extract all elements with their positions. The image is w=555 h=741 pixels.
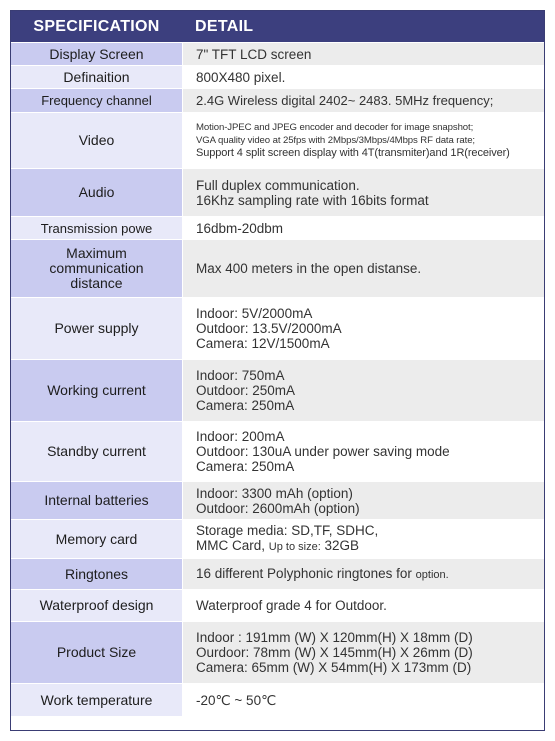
table-row-product-size — [11, 621, 544, 683]
table-row-audio — [11, 168, 544, 216]
detail-cell: Motion-JPEC and JPEG encoder and decoder for image snapshot; VGA quality video at 25fps with 2Mbps/3Mbps/4Mbps RF data rate; Support 4 split screen display with 4T(transmiter)and 1R(receiver) — [182, 113, 544, 168]
detail-cell: Full duplex communication. 16Khz sampling rate with 16bits format — [182, 169, 544, 216]
detail-cell: Indoor: 3300 mAh (option) Outdoor: 2600mAh (option) — [182, 482, 544, 519]
detail-cell: 2.4G Wireless digital 2402~ 2483. 5MHz frequency; — [182, 89, 544, 112]
table-row-work-temperature — [11, 683, 544, 716]
detail-cell: -20℃ ~ 50℃ — [182, 684, 544, 716]
table-row-power-supply — [11, 297, 544, 359]
table-row-definition — [11, 65, 544, 88]
spec-cell: Transmission powe — [11, 217, 182, 239]
table-row-transmission-power — [11, 216, 544, 239]
table-row-waterproof-design — [11, 589, 544, 621]
table-row-video — [11, 112, 544, 168]
detail-cell: 7" TFT LCD screen — [182, 43, 544, 65]
spec-cell: Definaition — [11, 66, 182, 88]
detail-cell: Indoor : 191mm (W) X 120mm(H) X 18mm (D) Ourdoor: 78mm (W) X 145mm(H) X 26mm (D) Camera: 65mm (W) X 54mm(H) X 173mm (D) — [182, 622, 544, 683]
spec-cell: Maximum communication distance — [11, 240, 182, 297]
spec-cell: Working current — [11, 360, 182, 421]
spec-cell: Standby current — [11, 422, 182, 481]
detail-cell: 16dbm-20dbm — [182, 217, 544, 239]
table-row-ringtones — [11, 558, 544, 589]
spec-cell: Video — [11, 113, 182, 168]
spec-cell: Internal batteries — [11, 482, 182, 519]
spec-cell: Power supply — [11, 298, 182, 359]
table-row-standby-current — [11, 421, 544, 481]
spec-cell: Memory card — [11, 520, 182, 558]
detail-cell: Indoor: 200mA Outdoor: 130uA under power saving mode Camera: 250mA — [182, 422, 544, 481]
table-row-frequency-channel — [11, 88, 544, 112]
spec-cell: Frequency channel — [11, 89, 182, 112]
table-header — [11, 11, 544, 42]
detail-cell: Max 400 meters in the open distanse. — [182, 240, 544, 297]
table-row-memory-card — [11, 519, 544, 558]
detail-cell: 800X480 pixel. — [182, 66, 544, 88]
table-row-internal-batteries — [11, 481, 544, 519]
header-detail: DETAIL — [195, 17, 254, 35]
detail-cell: Storage media: SD,TF, SDHC, MMC Card, Up to size: 32GB — [182, 520, 544, 558]
detail-cell: Indoor: 750mA Outdoor: 250mA Camera: 250mA — [182, 360, 544, 421]
header-specification: SPECIFICATION — [33, 17, 160, 35]
detail-cell: 16 different Polyphonic ringtones for option. — [182, 559, 544, 589]
table-row-display-screen — [11, 42, 544, 65]
detail-cell: Indoor: 5V/2000mA Outdoor: 13.5V/2000mA Camera: 12V/1500mA — [182, 298, 544, 359]
spec-cell: Display Screen — [11, 43, 182, 65]
spec-table — [10, 10, 545, 731]
spec-cell: Waterproof design — [11, 590, 182, 621]
spec-cell: Work temperature — [11, 684, 182, 716]
table-row-working-current — [11, 359, 544, 421]
spec-cell: Ringtones — [11, 559, 182, 589]
spec-cell: Product Size — [11, 622, 182, 683]
table-row-max-distance — [11, 239, 544, 297]
detail-cell: Waterproof grade 4 for Outdoor. — [182, 590, 544, 621]
spec-cell: Audio — [11, 169, 182, 216]
